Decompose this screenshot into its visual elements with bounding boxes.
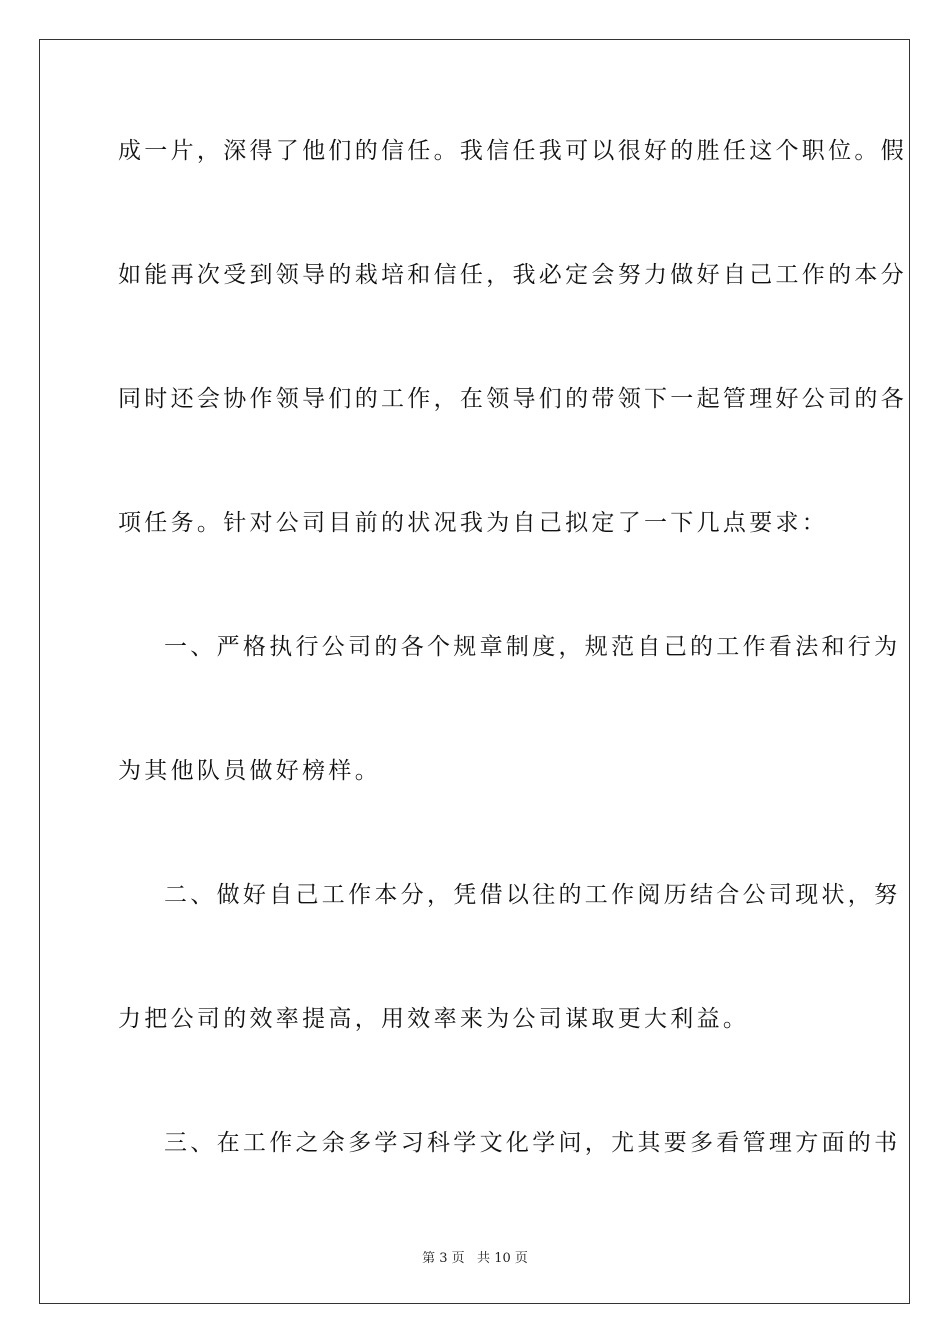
text-line-7: 二、做好自己工作本分，凭借以往的工作阅历结合公司现状，努 <box>164 882 901 908</box>
text-line-1: 成一片，深得了他们的信任。我信任我可以很好的胜任这个职位。假 <box>118 138 907 164</box>
text-line-2: 如能再次受到领导的栽培和信任，我必定会努力做好自己工作的本分 <box>118 262 907 288</box>
text-line-9: 三、在工作之余多学习科学文化学问，尤其要多看管理方面的书 <box>164 1130 901 1156</box>
text-line-4: 项任务。针对公司目前的状况我为自己拟定了一下几点要求： <box>118 510 829 536</box>
text-line-6: 为其他队员做好榜样。 <box>118 758 381 784</box>
text-line-3: 同时还会协作领导们的工作，在领导们的带领下一起管理好公司的各 <box>118 386 907 412</box>
page-border <box>39 39 910 1304</box>
page-number-footer: 第 3 页 共 10 页 <box>422 1251 528 1266</box>
text-line-5: 一、严格执行公司的各个规章制度，规范自己的工作看法和行为 <box>164 634 901 660</box>
text-line-8: 力把公司的效率提高，用效率来为公司谋取更大利益。 <box>118 1006 750 1032</box>
